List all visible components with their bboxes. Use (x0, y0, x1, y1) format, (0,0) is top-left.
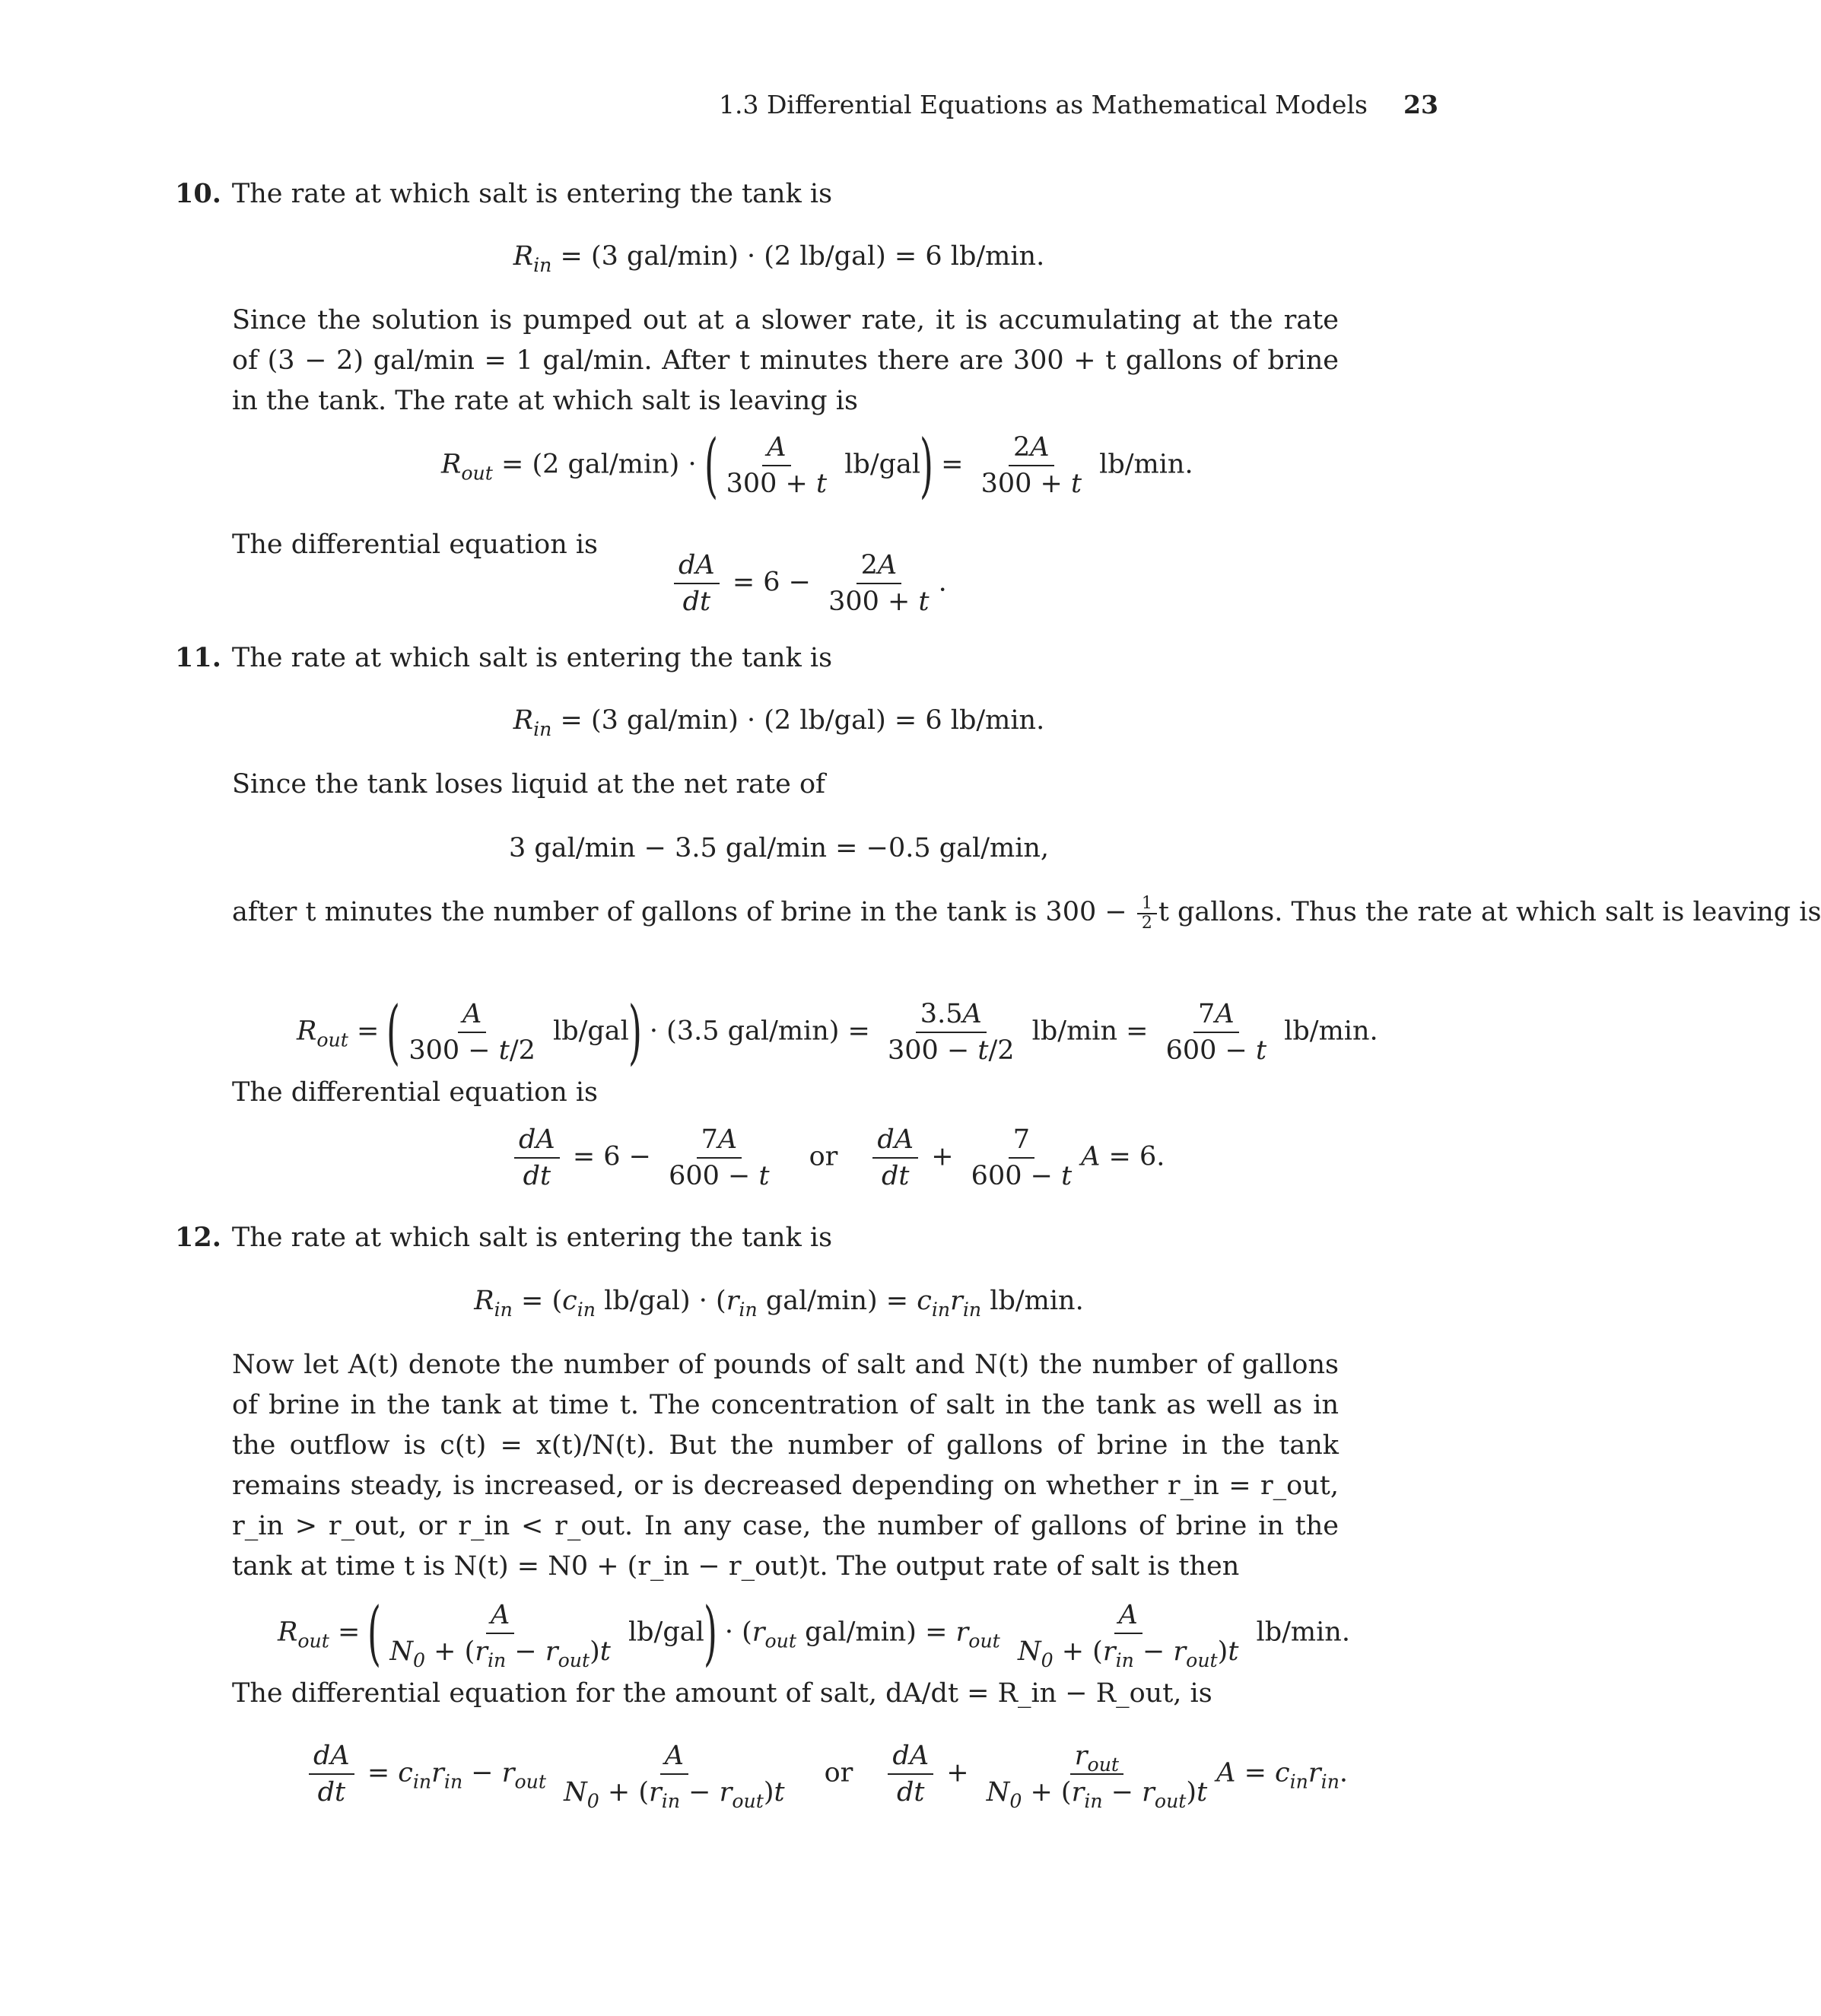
problem-11-loses: Since the tank loses liquid at the net rate of (232, 769, 825, 800)
equation-rin-10: $R_{in} = (3$ gal/min) · (2 lb/gal) = 6 lb/min. (513, 241, 1045, 276)
problem-11-after: after t minutes the number of gallons of brine in the tank is 300 − $\frac{1}{2}$ t gallons. Thus the rate at which salt is leaving is (232, 893, 1821, 933)
problem-12-de-label: The differential equation for the amount of salt, dA/dt = R_in − R_out, is (232, 1678, 1212, 1709)
equation-rout-10: $R_{out} = (2$ gal/min) · ( $\frac{A}{300 + t}$ lb/gal) = $\frac{2A}{300 + t}$ lb/min. (441, 425, 1193, 506)
equation-rout-11: $R_{out}$ = ( $\frac{A}{300 - t/2}$ lb/gal) · (3.5 gal/min) = $\frac{3.5A}{300 - t/2}$ lb/min = $\frac{7A}{600 - t}$ lb/min. (297, 991, 1378, 1073)
after-text-2: t gallons. Thus the rate at which salt is leaving is (1158, 897, 1821, 927)
problem-number: 11. (175, 642, 221, 673)
differential-equation-12: $\frac{dA}{dt}$ = $c_{in}r_{in} - r_{out}$ $\frac{A}{N_0 + (r_{in} - r_{out})t}$ or $\frac{dA}{dt}$ + $\frac{r_{out}}{N_0 + (r_{in} - r_{out})t}$ $A = c_{in}r_{in}$. (304, 1738, 1348, 1810)
problem-11-de-label: The differential equation is (232, 1077, 599, 1108)
page-number: 23 (1403, 90, 1438, 119)
problem-10-intro (175, 173, 832, 215)
problem-text: The rate at which salt is entering the tank is (231, 1223, 833, 1253)
equation-rin-12: $R_{in} = (c_{in}$ $lb/gal) \cdot (r_{in}$ $gal/\min) = c_{in}r_{in}$ lb/min. (474, 1286, 1084, 1321)
problem-number: 12. (175, 1222, 221, 1253)
running-head: 1.3 Differential Equations as Mathematical Models (719, 90, 1368, 119)
differential-equation-11: $\frac{dA}{dt}$ = 6 − $\frac{7A}{600 - t}$ or $\frac{dA}{dt}$ + $\frac{7}{600 - t}$ A = 6. (510, 1122, 1165, 1194)
equation-rin-11: $R_{in} = (3$ gal/min) · (2 lb/gal) = 6 lb/min. (513, 705, 1045, 740)
problem-text: The rate at which salt is entering the tank is (231, 643, 833, 673)
equation-rout-12: $R_{out}$ = ( $\frac{A}{N_0 + (r_{in} - r_{out})t}$ $lb/gal) \cdot (r_{out}$ $gal/\min) = r_{out}$ $\frac{A}{N_0 + (r_{in} - r_{out})t}$ lb/min. (278, 1592, 1350, 1674)
after-text-1: after t minutes the number of gallons of brine in the tank is 300 − (232, 897, 1127, 927)
problem-11-intro (175, 638, 832, 679)
problem-text: The rate at which salt is entering the tank is (231, 179, 833, 209)
problem-12-body: Now let A(t) denote the number of pounds of salt and N(t) the number of gallons of brine in the tank at time t. The concentration of salt in the tank as well as in the outflow is c(t) = x(t)/N(t). But the number of gallons of brine in the tank remains steady, is increased, or is decreased depending on whether r_in = r_out, r_in > r_out, or r_in < r_out. In any case, the number of gallons of brine in the tank at time t is N(t) = N0 + (r_in − r_out)t. The output rate of salt is then (232, 1350, 1339, 1582)
problem-10-middle: Since the solution is pumped out at a slower rate, it is accumulating at the rate of (3 − 2) gal/min = 1 gal/min. After t minutes there are 300 + t gallons of brine in the tank. The rate at which salt is leaving is (232, 305, 1339, 416)
equation-net-rate: 3 gal/min − 3.5 gal/min = −0.5 gal/min, (508, 833, 1050, 863)
problem-12-intro (175, 1217, 832, 1258)
problem-10-de-label: The differential equation is (232, 529, 599, 560)
differential-equation-10: $\frac{dA}{dt}$ = 6 − $\frac{2A}{300 + t}$ . (669, 548, 947, 619)
problem-number: 10. (175, 178, 221, 209)
